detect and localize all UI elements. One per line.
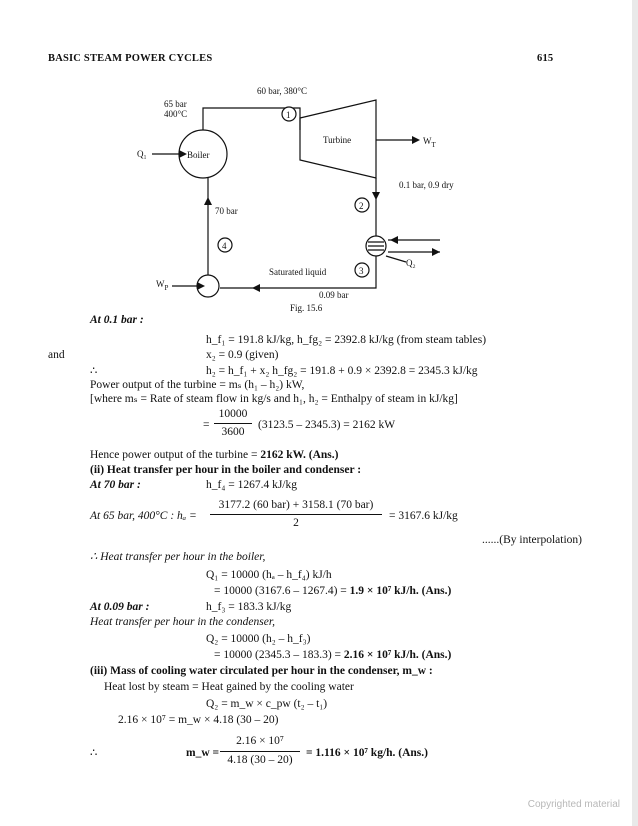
label-boiler: Boiler [187, 150, 210, 160]
boiler-heat-label: ∴ Heat transfer per hour in the boiler, [90, 551, 266, 563]
at-65-bar: At 65 bar, 400°C : hₐ = [90, 510, 197, 522]
line-hf3: h_f₃ = 183.3 kJ/kg [206, 601, 292, 613]
condenser-heat-label: Heat transfer per hour in the condenser, [90, 616, 275, 628]
q2-result: = 10000 (2345.3 – 183.3) = 2.16 × 10⁷ kJ/h. (Ans.) [214, 649, 452, 661]
eq-sign-1: = [203, 419, 210, 431]
label-turbine: Turbine [323, 135, 352, 145]
cycle-diagram [0, 0, 638, 330]
frac2-rest: = 3167.6 kJ/kg [389, 510, 458, 522]
frac2-num: 3177.2 (60 bar) + 3158.1 (70 bar) [218, 499, 374, 511]
therefore-2: ∴ [90, 747, 98, 759]
and-text: and [48, 349, 65, 361]
frac1-num: 10000 [218, 408, 248, 420]
frac1-bar [214, 423, 252, 424]
figure-caption: Fig. 15.6 [290, 303, 323, 313]
frac3-den: 4.18 (30 – 20) [227, 754, 293, 766]
frac3-num: 2.16 × 10⁷ [236, 735, 284, 747]
label-state2: 0.1 bar, 0.9 dry [399, 180, 454, 190]
interpolation-note: ......(By interpolation) [482, 534, 582, 546]
line-hf4: h_f₄ = 1267.4 kJ/kg [206, 479, 297, 491]
at-009-bar: At 0.09 bar : [90, 601, 150, 613]
state-number-2: 2 [359, 201, 364, 211]
line-q2: Q₂ = 10000 (h₂ – h_f₃) [206, 633, 311, 645]
state-number-1: 1 [286, 110, 291, 120]
heat-balance-line: Heat lost by steam = Heat gained by the cooling water [104, 681, 354, 693]
label-wp: $W_P$ [156, 279, 169, 292]
power-result: Hence power output of the turbine = 2162 kW. (Ans.) [90, 449, 339, 461]
mw-result: = 1.116 × 10⁷ kg/h. (Ans.) [306, 747, 428, 759]
label-sat-liquid: Saturated liquid [269, 267, 327, 277]
line-q2-formula: Q₂ = m_w × c_pw (t₂ – t₁) [206, 698, 328, 710]
mw-label: m_w = [186, 747, 220, 759]
section-iii-heading: (iii) Mass of cooling water circulated per hour in the condenser, m_w : [90, 665, 433, 677]
label-q1: Q₁ [137, 149, 147, 159]
label-state1: 60 bar, 380°C [257, 86, 307, 96]
running-header: BASIC STEAM POWER CYCLES [48, 53, 213, 64]
copyright-watermark: Copyrighted material [527, 799, 620, 810]
power-output-line: Power output of the turbine = mₛ (h₁ – h₂) kW, [90, 379, 305, 391]
therefore-1: ∴ [90, 365, 98, 377]
q1-result: = 10000 (3167.6 – 1267.4) = 1.9 × 10⁷ kJ/h. (Ans.) [214, 585, 452, 597]
line-q1: Q₁ = 10000 (hₐ – h_f₄) kJ/h [206, 569, 332, 581]
label-q2: Q₂ [406, 258, 416, 268]
label-wt: $W_T$ [423, 136, 436, 149]
at-01-bar: At 0.1 bar : [90, 314, 144, 326]
frac1-rest: (3123.5 – 2345.3) = 2162 kW [258, 419, 396, 431]
label-boiler-out: 65 bar [164, 99, 187, 109]
frac2-bar [210, 514, 382, 515]
frac3-bar [220, 751, 300, 752]
label-pipe-pressure: 70 bar [215, 206, 238, 216]
line-x2: x₂ = 0.9 (given) [206, 349, 279, 361]
frac1-den: 3600 [221, 426, 245, 438]
label-boiler-out-temp: 400°C [164, 109, 188, 119]
frac2-den: 2 [293, 517, 299, 529]
section-ii-heading: (ii) Heat transfer per hour in the boiler and condenser : [90, 464, 362, 476]
where-note: [where mₛ = Rate of steam flow in kg/s and h₁, h₂ = Enthalpy of steam in kJ/kg] [90, 393, 458, 405]
state-number-4: 4 [222, 241, 227, 251]
line-216: 2.16 × 10⁷ = m_w × 4.18 (30 – 20) [118, 714, 279, 726]
page-number: 615 [537, 53, 554, 64]
state-number-3: 3 [359, 266, 364, 276]
line-hf1: h_f₁ = 191.8 kJ/kg, h_fg₂ = 2392.8 kJ/kg (from steam tables) [206, 334, 487, 346]
label-cond-pressure: 0.09 bar [319, 290, 349, 300]
at-70-bar: At 70 bar : [90, 479, 141, 491]
line-h2: h₂ = h_f₁ + x₂ h_fg₂ = 191.8 + 0.9 × 2392.8 = 2345.3 kJ/kg [206, 365, 478, 377]
